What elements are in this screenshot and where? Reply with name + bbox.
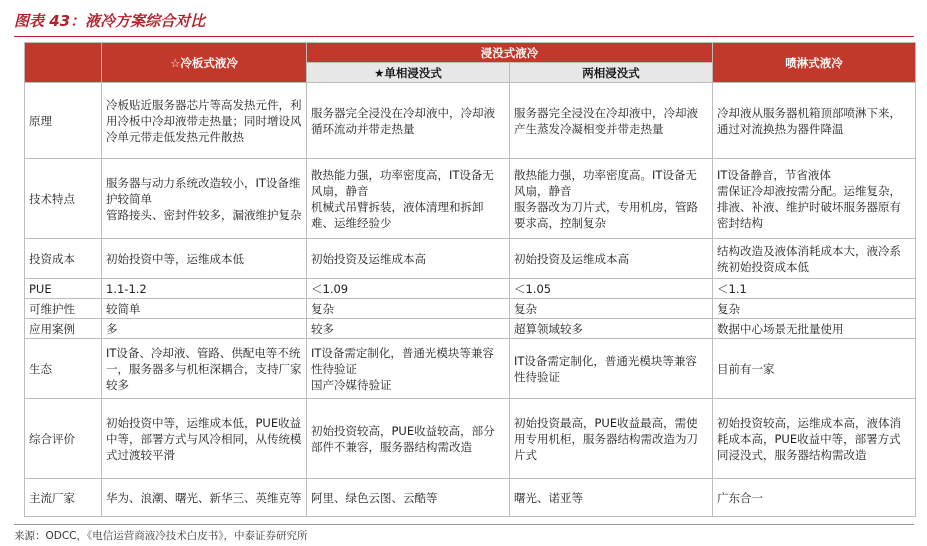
cell-two-phase: 初始投资及运维成本高 [510, 239, 713, 279]
cell-two-phase: 复杂 [510, 299, 713, 319]
cell-single-phase: 服务器完全浸没在冷却液中，冷却液循环流动并带走热量 [307, 83, 510, 159]
header-corner [25, 43, 102, 83]
figure-title: 图表 43：液冷方案综合对比 [14, 12, 206, 30]
cell-spray: 初始投资较高，运维成本高，液体消耗成本高，PUE收益中等，部署方式同浸没式，服务器结构需改造 [713, 399, 916, 479]
cell-two-phase: 超算领域较多 [510, 319, 713, 339]
cell-cold-plate: 服务器与动力系统改造较小，IT设备维护较简单 管路接头、密封件较多，漏液维护复杂 [102, 159, 307, 239]
cell-single-phase: ＜1.09 [307, 279, 510, 299]
cell-single-phase: 较多 [307, 319, 510, 339]
table-row [25, 239, 916, 279]
cell-spray: IT设备静音，节省液体 需保证冷却液按需分配。运维复杂，排液、补液、维护时破坏服务器原有密封结构 [713, 159, 916, 239]
table-row [25, 399, 916, 479]
cell-spray: 数据中心场景无批量使用 [713, 319, 916, 339]
table-row [25, 83, 916, 159]
cell-two-phase: 服务器完全浸没在冷却液中，冷却液产生蒸发冷凝相变并带走热量 [510, 83, 713, 159]
cell-cold-plate: 初始投资中等，运维成本低 [102, 239, 307, 279]
footer-divider [14, 524, 914, 525]
header-spray: 喷淋式液冷 [713, 43, 916, 83]
cell-spray: 目前有一家 [713, 339, 916, 399]
title-divider [14, 36, 914, 37]
cell-cold-plate: 多 [102, 319, 307, 339]
table-row [25, 319, 916, 339]
row-label: 投资成本 [25, 239, 102, 279]
cell-single-phase: IT设备需定制化，普通光模块等兼容性待验证 国产冷媒待验证 [307, 339, 510, 399]
table-row [25, 279, 916, 299]
cell-cold-plate: 华为、浪潮、曙光、新华三、英维克等 [102, 479, 307, 517]
table-row [25, 159, 916, 239]
header-immersion: 浸没式液冷 [307, 43, 713, 63]
cell-two-phase: 初始投资最高，PUE收益最高，需使用专用机柜，服务器结构需改造为刀片式 [510, 399, 713, 479]
comparison-table [24, 42, 916, 517]
cell-cold-plate: 1.1-1.2 [102, 279, 307, 299]
cell-single-phase: 复杂 [307, 299, 510, 319]
cell-two-phase: 曙光、诺亚等 [510, 479, 713, 517]
cell-cold-plate: 冷板贴近服务器芯片等高发热元件，利用冷板中冷却液带走热量；同时增设风冷单元带走低发热元件散热 [102, 83, 307, 159]
cell-spray: 冷却液从服务器机箱顶部喷淋下来，通过对流换热为器件降温 [713, 83, 916, 159]
header-two-phase: 两相浸没式 [510, 63, 713, 83]
cell-two-phase: IT设备需定制化，普通光模块等兼容性待验证 [510, 339, 713, 399]
cell-two-phase: ＜1.05 [510, 279, 713, 299]
cell-single-phase: 阿里、绿色云图、云酷等 [307, 479, 510, 517]
header-cold-plate: ☆冷板式液冷 [102, 43, 307, 83]
cell-single-phase: 散热能力强，功率密度高，IT设备无风扇，静音 机械式吊臂拆装，液体清理和拆卸难、运维经验少 [307, 159, 510, 239]
row-label: PUE [25, 279, 102, 299]
cell-spray: 广东合一 [713, 479, 916, 517]
cell-spray: ＜1.1 [713, 279, 916, 299]
row-label: 可维护性 [25, 299, 102, 319]
cell-single-phase: 初始投资及运维成本高 [307, 239, 510, 279]
row-label: 生态 [25, 339, 102, 399]
row-label: 主流厂家 [25, 479, 102, 517]
table-row [25, 299, 916, 319]
cell-cold-plate: 较简单 [102, 299, 307, 319]
cell-two-phase: 散热能力强，功率密度高。IT设备无风扇，静音 服务器改为刀片式，专用机房，管路要求高，控制复杂 [510, 159, 713, 239]
header-row-1 [25, 43, 916, 63]
row-label: 技术特点 [25, 159, 102, 239]
cell-single-phase: 初始投资较高，PUE收益较高，部分部件不兼容，服务器结构需改造 [307, 399, 510, 479]
table-row [25, 339, 916, 399]
table-row [25, 479, 916, 517]
source-note: 来源：ODCC，《电信运营商液冷技术白皮书》，中泰证券研究所 [14, 530, 308, 542]
row-label: 应用案例 [25, 319, 102, 339]
cell-cold-plate: 初始投资中等，运维成本低，PUE收益中等，部署方式与风冷相同，从传统模式过渡较平滑 [102, 399, 307, 479]
cell-cold-plate: IT设备、冷却液、管路、供配电等不统一，服务器多与机柜深耦合，支持厂家较多 [102, 339, 307, 399]
cell-spray: 结构改造及液体消耗成本大，液冷系统初始投资成本低 [713, 239, 916, 279]
cell-spray: 复杂 [713, 299, 916, 319]
header-single-phase: ★单相浸没式 [307, 63, 510, 83]
row-label: 原理 [25, 83, 102, 159]
row-label: 综合评价 [25, 399, 102, 479]
